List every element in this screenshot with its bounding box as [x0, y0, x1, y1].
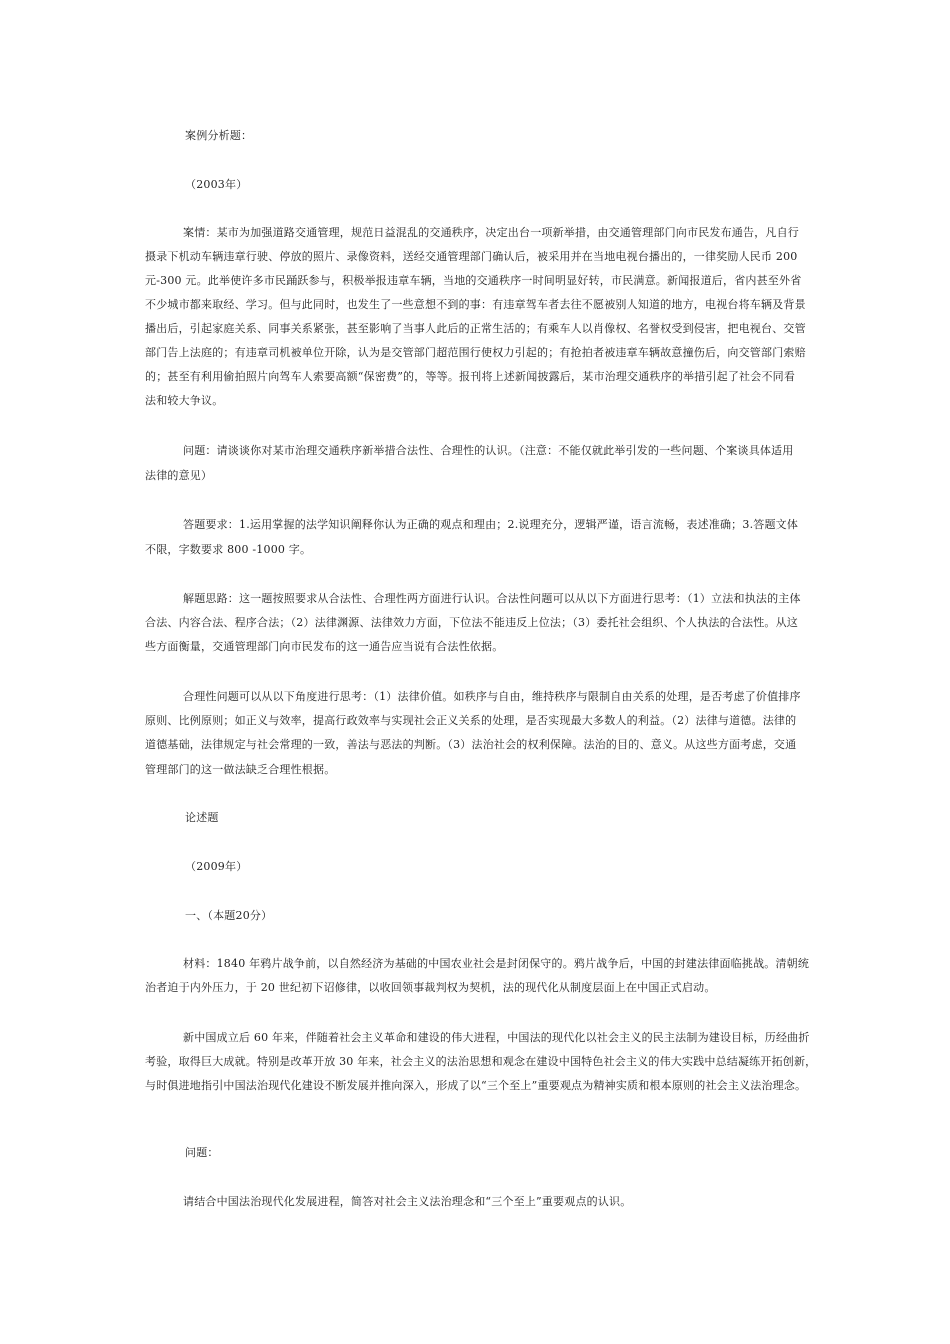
question-text: 请结合中国法治现代化发展进程，简答对社会主义法治理念和“三个至上”重要观点的认识。: [183, 1195, 632, 1208]
case-line: 不少城市都来取经、学习。但与此同时，也发生了一些意想不到的事：有违章驾车者去往不愿被别人知道的地方，电视台将车辆及背景: [145, 298, 806, 311]
case-line: 案情：某市为加强道路交通管理，规范日益混乱的交通秩序，决定出台一项新举措，由交通管理部门向市民发布通告，凡自行: [183, 226, 799, 239]
case-line: 法和较大争议。: [145, 394, 224, 407]
new-china-line: 新中国成立后 60 年来，伴随着社会主义革命和建设的伟大进程，中国法的现代化以社会主义的民主法制为建设目标，历经曲折: [183, 1031, 810, 1044]
material-line: 治者迫于内外压力，于 20 世纪初下诏修律，以收回领事裁判权为契机，法的现代化从制度层面上在中国正式启动。: [145, 981, 716, 994]
case-line: 元-300 元。此举使许多市民踊跃参与，积极举报违章车辆，当地的交通秩序一时间明显好转，市民满意。新闻报道后，省内甚至外省: [145, 274, 802, 287]
reasonableness-line: 合理性问题可以从以下角度进行思考：（1）法律价值。如秩序与自由，维持秩序与限制自由关系的处理，是否考虑了价值排序: [183, 690, 801, 703]
section-title: 案例分析题：: [185, 129, 253, 142]
section-title: 论述题: [185, 811, 219, 824]
reasonableness-line: 原则、比例原则；如正义与效率，提高行政效率与实现社会正义关系的处理，是否实现最大多数人的利益。（2）法律与道德。法律的: [145, 714, 797, 727]
reasonableness-line: 管理部门的这一做法缺乏合理性根据。: [145, 763, 336, 776]
question-line: 法律的意见）: [145, 469, 213, 482]
case-line: 的；甚至有利用偷拍照片向驾车人索要高额“保密费”的，等等。报刊将上述新闻披露后，某市治理交通秩序的举措引起了社会不同看: [145, 370, 796, 383]
approach-line: 合法、内容合法、程序合法；（2）法律渊源、法律效力方面，下位法不能违反上位法；（3）委托社会组织、个人执法的合法性。从这: [145, 616, 798, 629]
approach-line: 些方面衡量，交通管理部门向市民发布的这一通告应当说有合法性依据。: [145, 640, 504, 653]
case-line: 摄录下机动车辆违章行驶、停放的照片、录像资料，送经交通管理部门确认后，被采用并在当地电视台播出的，一律奖励人民币 200: [145, 250, 798, 263]
question-line: 问题：请谈谈你对某市治理交通秩序新举措合法性、合理性的认识。（注意：不能仅就此举引发的一些问题、个案谈具体适用: [183, 444, 794, 457]
section-year: （2009年）: [185, 860, 248, 873]
new-china-line: 考验，取得巨大成就。特别是改革开放 30 年来，社会主义的法治思想和观念在建设中国特色社会主义的伟大实践中总结凝练开拓创新，: [145, 1055, 817, 1068]
question-label: 问题：: [185, 1146, 219, 1159]
case-line: 部门告上法庭的；有违章司机被单位开除，认为是交管部门超范围行使权力引起的；有抢拍者被违章车辆故意撞伤后，向交管部门索赔: [145, 346, 806, 359]
new-china-line: 与时俱进地指引中国法治现代化建设不断发展并推向深入，形成了以“三个至上”重要观点为精神实质和根本原则的社会主义法治理念。: [145, 1079, 807, 1092]
section-year: （2003年）: [185, 178, 248, 191]
requirements-line: 不限，字数要求 800 -1000 字。: [145, 543, 312, 556]
item-heading: 一、（本题20分）: [185, 909, 273, 922]
approach-line: 解题思路：这一题按照要求从合法性、合理性两方面进行认识。合法性问题可以从以下方面进行思考：（1）立法和执法的主体: [183, 592, 801, 605]
requirements-line: 答题要求：1.运用掌握的法学知识阐释你认为正确的观点和理由；2.说理充分，逻辑严谨，语言流畅，表述准确；3.答题文体: [183, 518, 799, 531]
case-line: 播出后，引起家庭关系、同事关系紧张，甚至影响了当事人此后的正常生活的；有乘车人以肖像权、名誉权受到侵害，把电视台、交管: [145, 322, 806, 335]
material-line: 材料：1840 年鸦片战争前，以自然经济为基础的中国农业社会是封闭保守的。鸦片战争后，中国的封建法律面临挑战。清朝统: [183, 957, 810, 970]
reasonableness-line: 道德基础，法律规定与社会常理的一致，善法与恶法的判断。（3）法治社会的权利保障。法治的目的、意义。从这些方面考虑，交通: [145, 738, 797, 751]
